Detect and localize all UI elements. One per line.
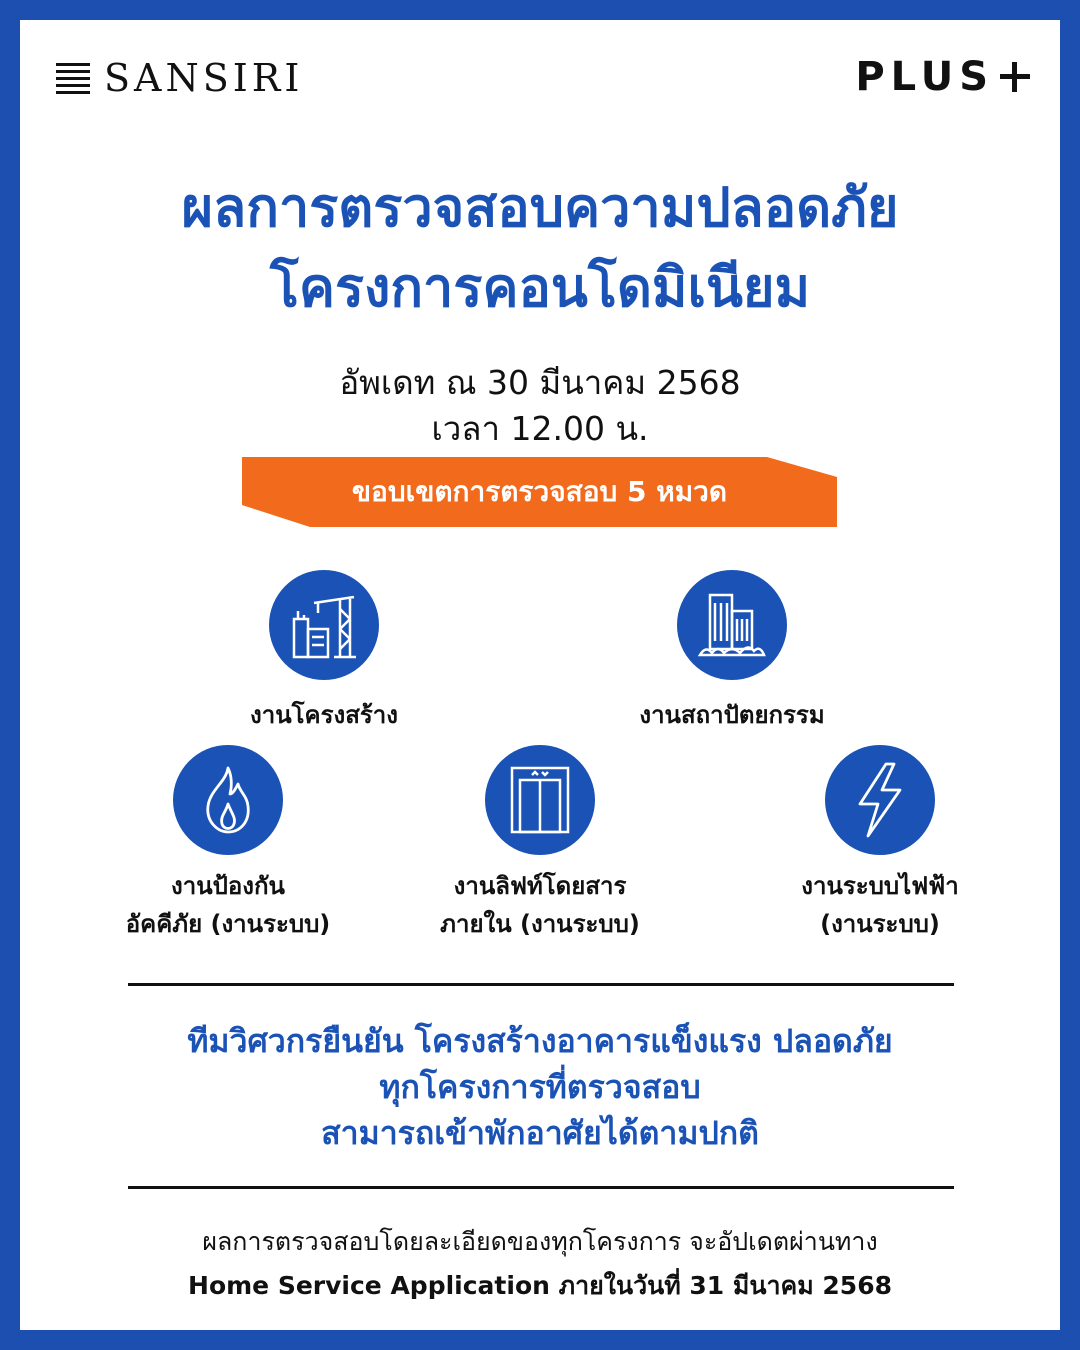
category-icon-circle xyxy=(825,745,935,855)
scope-banner-text: ขอบเขตการตรวจสอบ 5 หมวด xyxy=(351,475,728,508)
category-icon-circle xyxy=(485,745,595,855)
category-label: งานสถาปัตยกรรม xyxy=(639,701,825,729)
category-label-line-1: งานระบบไฟฟ้า xyxy=(801,872,959,900)
message-line-3: สามารถเข้าพักอาศัยได้ตามปกติ xyxy=(321,1114,759,1152)
message-line-2: ทุกโครงการที่ตรวจสอบ xyxy=(379,1068,701,1106)
divider-top xyxy=(128,983,954,986)
page-title xyxy=(20,168,1060,328)
lightning-icon xyxy=(850,762,910,838)
category-structure xyxy=(224,570,424,734)
update-timestamp xyxy=(20,360,1060,452)
category-elevator xyxy=(410,745,670,943)
category-icon-circle xyxy=(269,570,379,680)
sansiri-logo-text: SANSIRI xyxy=(104,56,304,100)
footer-note xyxy=(20,1220,1060,1308)
category-fire-protection xyxy=(98,745,358,943)
category-architecture xyxy=(602,570,862,734)
category-label-line-1: งานลิฟท์โดยสาร xyxy=(453,872,627,900)
category-label: งานโครงสร้าง xyxy=(250,701,398,729)
category-icon-circle xyxy=(173,745,283,855)
plus-sign-icon xyxy=(998,60,1032,94)
plus-logo-text: PLUS xyxy=(855,54,994,100)
category-label-line-1: งานป้องกัน xyxy=(171,872,285,900)
footer-line-2: Home Service Application ภายในวันที่ 31 มีนาคม 2568 xyxy=(188,1271,892,1300)
title-line-2: โครงการคอนโดมิเนียม xyxy=(269,256,811,319)
engineer-confirmation xyxy=(20,1018,1060,1156)
message-line-1: ทีมวิศวกรยืนยัน โครงสร้างอาคารแข็งแรง ปลอดภัย xyxy=(187,1022,893,1060)
construction-crane-icon xyxy=(288,589,360,661)
category-icon-circle xyxy=(677,570,787,680)
title-line-1: ผลการตรวจสอบความปลอดภัย xyxy=(181,176,899,239)
category-label-line-2: (งานระบบ) xyxy=(820,910,940,938)
announcement-card xyxy=(20,20,1060,1330)
update-date: อัพเดท ณ 30 มีนาคม 2568 xyxy=(339,363,741,402)
sansiri-logo xyxy=(56,56,303,100)
category-label-line-2: อัคคีภัย (งานระบบ) xyxy=(125,910,331,938)
sansiri-logo-icon xyxy=(56,61,90,95)
divider-bottom xyxy=(128,1186,954,1189)
category-electrical xyxy=(750,745,1010,943)
category-label-line-2: ภายใน (งานระบบ) xyxy=(440,910,640,938)
fire-icon xyxy=(196,764,260,836)
buildings-icon xyxy=(696,589,768,661)
update-time: เวลา 12.00 น. xyxy=(431,409,649,448)
scope-banner xyxy=(242,457,837,527)
plus-logo xyxy=(855,54,1032,100)
footer-line-1: ผลการตรวจสอบโดยละเอียดของทุกโครงการ จะอัปเดตผ่านทาง xyxy=(202,1227,878,1256)
elevator-icon xyxy=(508,764,572,836)
